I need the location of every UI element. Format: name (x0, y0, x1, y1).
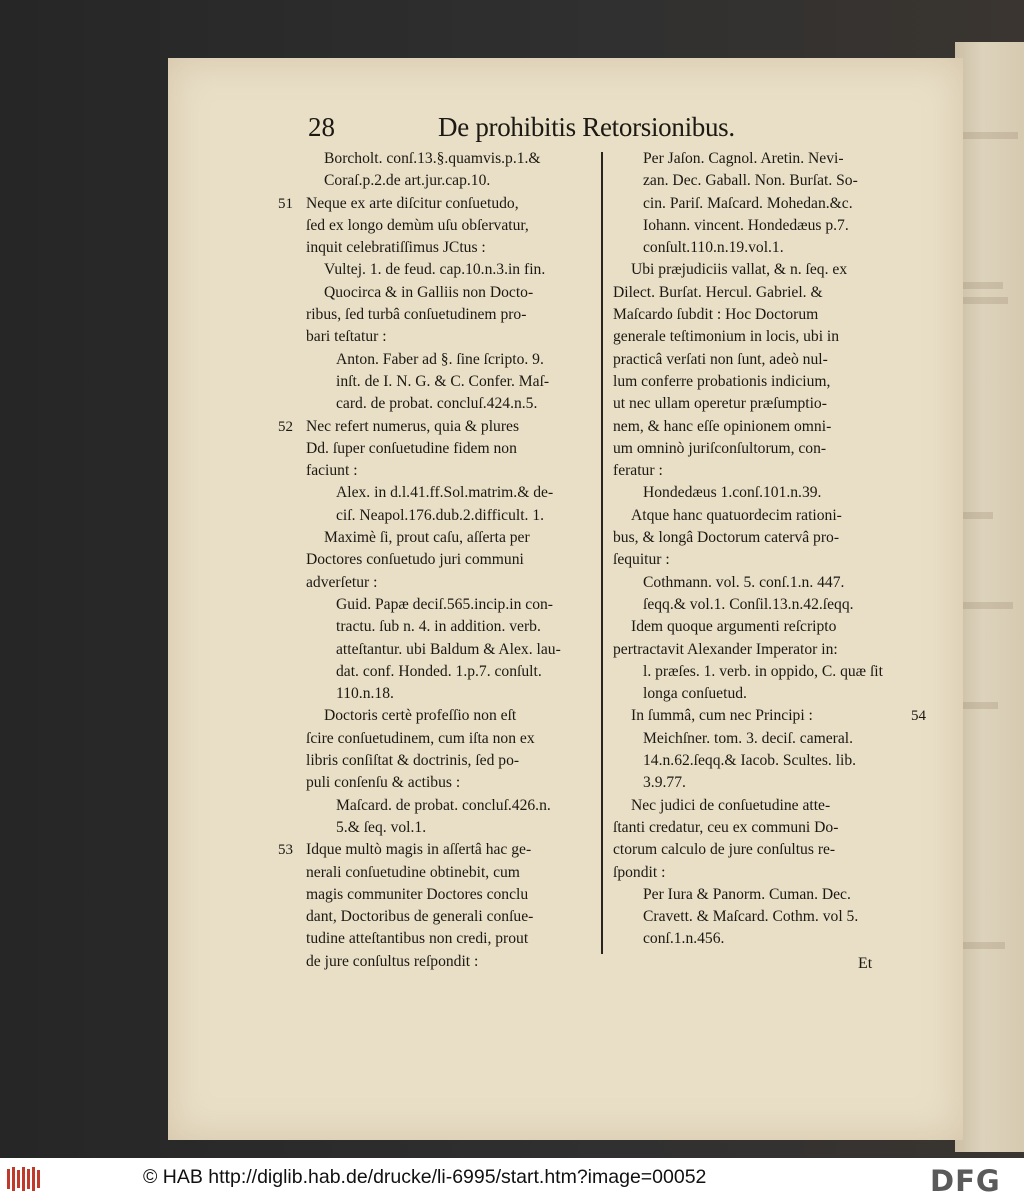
line-text: In ſummâ, cum nec Principi : (631, 707, 813, 725)
text-line (306, 906, 601, 928)
line-text: Doctoris certè profeſſio non eſt (324, 707, 517, 725)
line-text: Quocirca & in Galliis non Docto- (324, 283, 534, 301)
text-line (306, 215, 601, 237)
line-text: practicâ verſati non ſunt, adeò nul- (613, 350, 828, 368)
running-title: De prohibitis Retorsionibus. (438, 112, 735, 142)
text-line (306, 728, 601, 750)
text-line (613, 416, 908, 438)
text-line (613, 349, 908, 371)
page-header (308, 112, 908, 146)
text-line (306, 683, 601, 705)
line-text: Cothmann. vol. 5. conſ.1.n. 447. (643, 573, 845, 591)
line-text: Dd. ſuper conſuetudine fidem non (306, 439, 517, 457)
text-line (306, 549, 601, 571)
line-text: lum conferre probationis indicium, (613, 372, 831, 390)
line-text: tudine atteſtantibus non credi, prout (306, 930, 529, 948)
book-page (168, 58, 963, 1140)
line-text: l. præſes. 1. verb. in oppido, C. quæ ſit (643, 662, 883, 680)
line-text: conſ.1.n.456. (643, 930, 725, 948)
text-line (613, 259, 908, 281)
text-line (306, 505, 601, 527)
text-line (306, 795, 601, 817)
text-line (306, 817, 601, 839)
line-text: de jure conſultus reſpondit : (306, 952, 479, 970)
line-text: Borcholt. conſ.13.§.quamvis.p.1.& (324, 150, 541, 167)
text-line (306, 705, 601, 727)
text-line (613, 282, 908, 304)
text-line (613, 862, 908, 884)
text-line (613, 906, 908, 928)
line-text: ſeqq.& vol.1. Conſil.13.n.42.ſeqq. (643, 595, 854, 613)
line-text: 110.n.18. (336, 685, 394, 703)
line-text: Nec judici de conſuetudine atte- (631, 796, 831, 814)
line-text: longa conſuetud. (643, 685, 747, 703)
text-line (306, 594, 601, 616)
text-line (613, 527, 908, 549)
line-text: nerali conſuetudine obtinebit, cum (306, 863, 520, 881)
line-text: pertractavit Alexander Imperator in: (613, 640, 838, 658)
text-line (306, 750, 601, 772)
line-text: tractu. ſub n. 4. in addition. verb. (336, 618, 541, 636)
text-line (278, 193, 601, 215)
text-line (613, 148, 908, 170)
text-line (306, 639, 601, 661)
text-line (306, 304, 601, 326)
text-line (306, 349, 601, 371)
text-line (306, 661, 601, 683)
text-line (613, 750, 908, 772)
line-text: card. de probat. concluſ.424.n.5. (336, 395, 538, 413)
text-line (613, 928, 908, 950)
line-text: ſed ex longo demùm uſu obſervatur, (306, 216, 529, 234)
left-text-column (278, 148, 601, 973)
line-text: zan. Dec. Gaball. Non. Burſat. So- (643, 172, 858, 190)
line-text: Nec refert numerus, quia & plures (306, 417, 520, 435)
line-text: adverſetur : (306, 573, 378, 591)
right-text-column (613, 148, 926, 951)
line-text: Per Jaſon. Cagnol. Aretin. Nevi- (643, 150, 844, 167)
text-line (613, 215, 908, 237)
line-text: libris conſiſtat & doctrinis, ſed po- (306, 752, 520, 770)
text-line (306, 282, 601, 304)
line-text: Ubi præjudiciis vallat, & n. ſeq. ex (631, 261, 848, 279)
text-line (613, 460, 908, 482)
text-line (278, 839, 601, 861)
text-line (613, 705, 926, 727)
line-text: magis communiter Doctores conclu (306, 885, 529, 903)
text-line (613, 594, 908, 616)
text-line (613, 482, 908, 504)
text-line (613, 505, 908, 527)
text-line (613, 170, 908, 192)
text-line (306, 460, 601, 482)
text-line (306, 572, 601, 594)
text-line (613, 572, 908, 594)
text-line (306, 884, 601, 906)
line-text: conſult.110.n.19.vol.1. (643, 239, 784, 257)
line-text: Maſcard. de probat. concluſ.426.n. (336, 796, 551, 814)
copyright-credit-link[interactable]: © HAB http://diglib.hab.de/drucke/li-6995/start.htm?image=00052 (143, 1166, 707, 1188)
line-text: Maximè ſi, prout caſu, aſſerta per (324, 529, 530, 547)
text-line (613, 795, 908, 817)
line-text: Doctores conſuetudo juri communi (306, 551, 524, 569)
line-text: Maſcardo ſubdit : Hoc Doctorum (613, 306, 819, 324)
text-line (613, 549, 908, 571)
line-text: Dilect. Burſat. Hercul. Gabriel. & (613, 283, 823, 301)
catchword: Et (858, 955, 873, 972)
line-text: ribus, ſed turbâ conſuetudinem pro- (306, 306, 527, 324)
line-text: Guid. Papæ deciſ.565.incip.in con- (336, 595, 553, 613)
line-text: Idque multò magis in aſſertâ hac ge- (306, 841, 532, 859)
line-text: feratur : (613, 462, 663, 480)
text-line (613, 304, 908, 326)
line-text: ſtanti credatur, ceu ex communi Do- (613, 818, 839, 836)
line-text: Neque ex arte diſcitur conſuetudo, (306, 194, 519, 212)
text-line (613, 772, 908, 794)
line-text: 14.n.62.ſeqq.& Iacob. Scultes. lib. (643, 752, 857, 770)
text-line (613, 884, 908, 906)
margin-paragraph-number: 52 (278, 418, 293, 435)
line-text: inquit celebratiſſimus JCtus : (306, 239, 486, 257)
hab-logo-icon (6, 1166, 44, 1192)
line-text: dat. conf. Honded. 1.p.7. conſult. (336, 662, 542, 680)
line-text: Coraſ.p.2.de art.jur.cap.10. (324, 172, 491, 190)
line-text: 3.9.77. (643, 774, 686, 792)
text-line (613, 438, 908, 460)
line-text: um omninò juriſconſultorum, con- (613, 439, 827, 457)
line-text: nem, & hanc eſſe opinionem omni- (613, 417, 832, 435)
margin-paragraph-number: 51 (278, 195, 293, 212)
text-line (613, 326, 908, 348)
margin-paragraph-number: 54 (911, 708, 926, 725)
line-text: 5.& ſeq. vol.1. (336, 818, 427, 836)
text-line (613, 661, 908, 683)
text-line (306, 393, 601, 415)
dfg-logo: DFG (930, 1164, 1001, 1198)
text-line (306, 951, 601, 973)
line-text: Idem quoque argumenti reſcripto (631, 618, 837, 636)
text-line (306, 928, 601, 950)
text-line (613, 839, 908, 861)
viewer-footer (0, 1158, 1024, 1199)
text-line (306, 326, 601, 348)
line-text: ſequitur : (613, 551, 670, 569)
line-text: cin. Pariſ. Maſcard. Mohedan.&c. (643, 194, 853, 212)
line-text: dant, Doctoribus de generali conſue- (306, 908, 534, 926)
text-line (306, 170, 601, 192)
line-text: generale teſtimonium in locis, ubi in (613, 328, 840, 346)
line-text: faciunt : (306, 462, 358, 480)
margin-paragraph-number: 53 (278, 842, 293, 859)
line-text: bari teſtatur : (306, 328, 387, 346)
text-line (613, 193, 908, 215)
line-text: Per Iura & Panorm. Cuman. Dec. (643, 885, 851, 903)
text-line (306, 259, 601, 281)
page-number: 28 (308, 112, 335, 142)
text-line (306, 237, 601, 259)
text-line (613, 393, 908, 415)
column-rule (601, 152, 603, 954)
text-line (278, 416, 601, 438)
line-text: Iohann. vincent. Hondedæus p.7. (643, 216, 849, 234)
text-line (306, 438, 601, 460)
text-line (306, 772, 601, 794)
text-line (613, 728, 908, 750)
text-line (306, 482, 601, 504)
line-text: inſt. de I. N. G. & C. Confer. Maſ- (336, 372, 550, 390)
facing-page-edge (955, 42, 1024, 1152)
line-text: ſpondit : (613, 863, 666, 881)
line-text: Vultej. 1. de feud. cap.10.n.3.in fin. (324, 261, 546, 279)
text-line (613, 683, 908, 705)
line-text: puli conſenſu & actibus : (306, 774, 461, 792)
line-text: bus, & longâ Doctorum catervâ pro- (613, 529, 840, 547)
text-line (306, 148, 601, 170)
line-text: Hondedæus 1.conſ.101.n.39. (643, 484, 822, 502)
text-line (613, 639, 908, 661)
text-line (613, 616, 908, 638)
text-line (613, 237, 908, 259)
text-line (306, 862, 601, 884)
line-text: Anton. Faber ad §. ſine ſcripto. 9. (336, 350, 544, 368)
text-line (306, 616, 601, 638)
line-text: ſcire conſuetudinem, cum iſta non ex (306, 729, 535, 747)
line-text: ctorum calculo de jure conſultus re- (613, 841, 836, 859)
line-text: Meichſner. tom. 3. deciſ. cameral. (643, 729, 854, 747)
text-line (613, 371, 908, 393)
line-text: Cravett. & Maſcard. Cothm. vol 5. (643, 908, 859, 926)
line-text: Atque hanc quatuordecim rationi- (631, 506, 842, 524)
text-line (306, 527, 601, 549)
text-line (306, 371, 601, 393)
line-text: atteſtantur. ubi Baldum & Alex. lau- (336, 640, 561, 658)
line-text: ciſ. Neapol.176.dub.2.difficult. 1. (336, 506, 545, 524)
line-text: ut nec ullam operetur præſumptio- (613, 395, 827, 413)
text-line (613, 817, 908, 839)
line-text: Alex. in d.l.41.ff.Sol.matrim.& de- (336, 484, 554, 502)
